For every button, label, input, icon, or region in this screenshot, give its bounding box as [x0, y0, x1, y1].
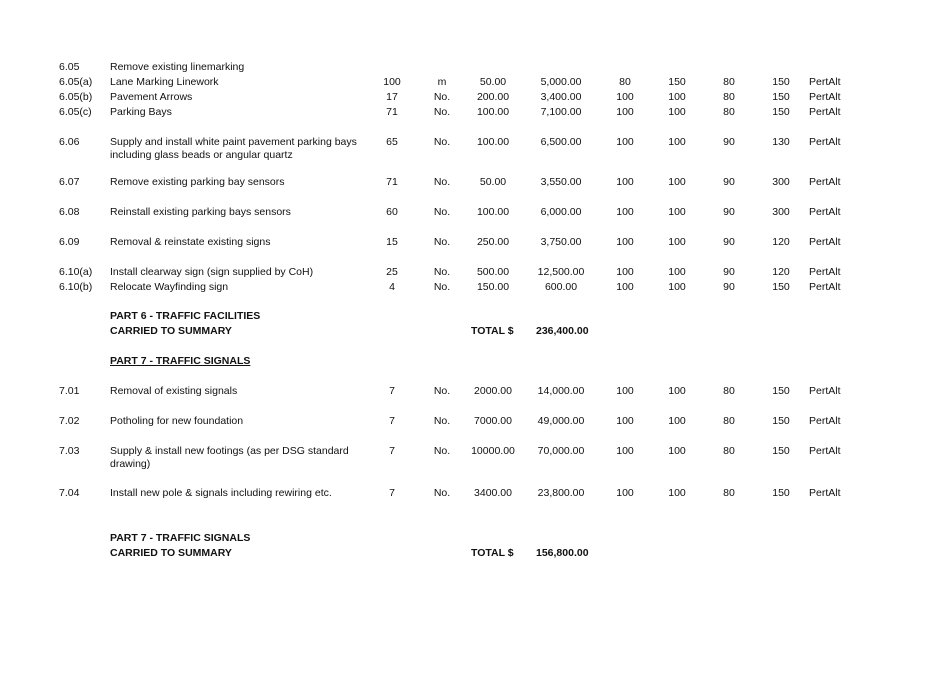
item-col-2: 100: [668, 385, 686, 397]
item-amount: 7,100.00: [540, 106, 582, 118]
part7-total-label: TOTAL $: [471, 547, 514, 559]
item-unit: No.: [433, 206, 451, 218]
item-code: 6.05(a): [59, 76, 93, 88]
item-quantity: 7: [389, 445, 395, 457]
item-rate: 3400.00: [474, 487, 512, 499]
item-col-4: 150: [772, 106, 790, 118]
part7-total-row: [0, 547, 951, 561]
part6-summary-title: PART 6 - TRAFFIC FACILITIES: [110, 310, 261, 322]
item-col-4: 300: [772, 206, 790, 218]
item-code: 6.08: [59, 206, 80, 218]
item-unit: No.: [433, 415, 451, 427]
item-col-3: 90: [723, 281, 735, 293]
item-rate: 10000.00: [471, 445, 515, 457]
item-amount: 70,000.00: [537, 445, 585, 457]
item-col-3: 80: [723, 487, 735, 499]
part6-summary-title-row: [0, 310, 951, 324]
item-quantity: 15: [386, 236, 398, 248]
table-row: [0, 281, 951, 295]
item-rate: 100.00: [476, 106, 510, 118]
item-code: 6.10(a): [59, 266, 93, 278]
item-col-4: 150: [772, 415, 790, 427]
part7-carried-label: CARRIED TO SUMMARY: [110, 547, 232, 559]
item-col-4: 150: [772, 385, 790, 397]
item-col-1: 80: [619, 76, 631, 88]
item-amount: 14,000.00: [537, 385, 585, 397]
item-quantity: 7: [389, 415, 395, 427]
item-col-1: 100: [616, 487, 634, 499]
item-description: Remove existing parking bay sensors: [110, 176, 285, 188]
item-col-5: PertAlt: [809, 206, 841, 218]
item-rate: 200.00: [476, 91, 510, 103]
item-col-2: 100: [668, 445, 686, 457]
item-col-2: 100: [668, 415, 686, 427]
item-rate: 100.00: [476, 206, 510, 218]
item-col-1: 100: [616, 176, 634, 188]
item-col-2: 100: [668, 206, 686, 218]
item-description: Remove existing linemarking: [110, 61, 245, 73]
item-col-3: 80: [723, 76, 735, 88]
item-col-1: 100: [616, 236, 634, 248]
item-col-3: 90: [723, 206, 735, 218]
item-unit: No.: [433, 266, 451, 278]
item-col-4: 150: [772, 445, 790, 457]
item-code: 6.06: [59, 136, 80, 148]
item-description: Install clearway sign (sign supplied by CoH): [110, 266, 314, 278]
item-amount: 3,750.00: [540, 236, 582, 248]
item-col-3: 80: [723, 385, 735, 397]
item-col-2: 100: [668, 106, 686, 118]
item-col-3: 80: [723, 91, 735, 103]
table-row: [0, 415, 951, 429]
item-description: Pavement Arrows: [110, 91, 193, 103]
item-code: 6.05(b): [59, 91, 93, 103]
item-unit: No.: [433, 487, 451, 499]
item-rate: 150.00: [476, 281, 510, 293]
item-unit: No.: [433, 236, 451, 248]
item-col-5: PertAlt: [809, 445, 841, 457]
item-quantity: 71: [386, 176, 398, 188]
item-code: 7.02: [59, 415, 80, 427]
table-row: [0, 385, 951, 399]
part7-heading-row: [0, 355, 951, 369]
item-rate: 7000.00: [474, 415, 512, 427]
item-col-2: 100: [668, 176, 686, 188]
item-code: 6.10(b): [59, 281, 93, 293]
item-rate: 250.00: [476, 236, 510, 248]
item-description: Potholing for new foundation: [110, 415, 244, 427]
part6-total-value: 236,400.00: [536, 325, 589, 337]
table-row: [0, 91, 951, 105]
item-col-4: 120: [772, 266, 790, 278]
item-amount: 23,800.00: [537, 487, 585, 499]
item-unit: No.: [433, 176, 451, 188]
table-row: [0, 61, 951, 75]
item-col-5: PertAlt: [809, 176, 841, 188]
item-col-5: PertAlt: [809, 385, 841, 397]
item-amount: 12,500.00: [537, 266, 585, 278]
table-row: [0, 76, 951, 90]
item-unit: No.: [433, 106, 451, 118]
item-description: Supply & install new footings (as per DSG standard drawing): [110, 445, 349, 470]
item-col-1: 100: [616, 106, 634, 118]
item-description: Parking Bays: [110, 106, 172, 118]
item-col-5: PertAlt: [809, 91, 841, 103]
item-col-4: 150: [772, 487, 790, 499]
item-rate: 50.00: [479, 76, 507, 88]
item-col-2: 100: [668, 281, 686, 293]
item-quantity: 25: [386, 266, 398, 278]
item-rate: 50.00: [479, 176, 507, 188]
item-rate: 100.00: [476, 136, 510, 148]
item-code: 7.03: [59, 445, 80, 457]
item-code: 7.04: [59, 487, 80, 499]
item-col-1: 100: [616, 206, 634, 218]
item-col-3: 90: [723, 176, 735, 188]
table-row: [0, 236, 951, 250]
item-unit: No.: [433, 385, 451, 397]
item-col-2: 100: [668, 91, 686, 103]
item-col-3: 90: [723, 136, 735, 148]
item-col-3: 80: [723, 106, 735, 118]
item-col-1: 100: [616, 385, 634, 397]
table-row: [0, 176, 951, 190]
item-code: 7.01: [59, 385, 80, 397]
item-code: 6.05(c): [59, 106, 92, 118]
part7-summary-title-row: [0, 532, 951, 546]
item-col-5: PertAlt: [809, 266, 841, 278]
item-col-4: 130: [772, 136, 790, 148]
item-description: Removal & reinstate existing signs: [110, 236, 271, 248]
item-col-5: PertAlt: [809, 487, 841, 499]
item-code: 6.09: [59, 236, 80, 248]
item-col-3: 80: [723, 445, 735, 457]
item-amount: 6,500.00: [540, 136, 582, 148]
part7-heading: PART 7 - TRAFFIC SIGNALS: [110, 355, 251, 367]
item-rate: 2000.00: [474, 385, 512, 397]
item-amount: 6,000.00: [540, 206, 582, 218]
item-unit: No.: [433, 281, 451, 293]
item-col-4: 150: [772, 281, 790, 293]
item-col-1: 100: [616, 266, 634, 278]
item-unit: No.: [433, 445, 451, 457]
item-description: Removal of existing signals: [110, 385, 238, 397]
item-amount: 3,550.00: [540, 176, 582, 188]
part6-carried-label: CARRIED TO SUMMARY: [110, 325, 232, 337]
item-description: Install new pole & signals including rewiring etc.: [110, 487, 332, 499]
item-quantity: 4: [389, 281, 395, 293]
item-unit: No.: [433, 136, 451, 148]
item-description: Relocate Wayfinding sign: [110, 281, 229, 293]
item-col-4: 150: [772, 91, 790, 103]
item-col-2: 100: [668, 266, 686, 278]
table-row: [0, 206, 951, 220]
item-col-4: 150: [772, 76, 790, 88]
item-col-3: 90: [723, 266, 735, 278]
table-row: [0, 487, 951, 501]
item-rate: 500.00: [476, 266, 510, 278]
item-col-4: 300: [772, 176, 790, 188]
item-col-5: PertAlt: [809, 281, 841, 293]
item-quantity: 71: [386, 106, 398, 118]
item-code: 6.05: [59, 61, 80, 73]
table-row: [0, 445, 951, 473]
item-col-2: 150: [668, 76, 686, 88]
item-unit: No.: [433, 91, 451, 103]
item-unit: m: [437, 76, 447, 88]
part6-total-label: TOTAL $: [471, 325, 514, 337]
item-quantity: 17: [386, 91, 398, 103]
table-row: [0, 266, 951, 280]
item-col-5: PertAlt: [809, 76, 841, 88]
part7-summary-title: PART 7 - TRAFFIC SIGNALS: [110, 532, 251, 544]
table-row: [0, 136, 951, 164]
item-col-1: 100: [616, 445, 634, 457]
item-col-2: 100: [668, 136, 686, 148]
item-quantity: 7: [389, 487, 395, 499]
item-quantity: 60: [386, 206, 398, 218]
item-col-3: 80: [723, 415, 735, 427]
item-col-5: PertAlt: [809, 236, 841, 248]
item-col-5: PertAlt: [809, 415, 841, 427]
item-col-1: 100: [616, 281, 634, 293]
item-code: 6.07: [59, 176, 80, 188]
item-col-2: 100: [668, 487, 686, 499]
item-col-4: 120: [772, 236, 790, 248]
item-amount: 5,000.00: [540, 76, 582, 88]
item-col-2: 100: [668, 236, 686, 248]
item-description: Lane Marking Linework: [110, 76, 219, 88]
item-col-1: 100: [616, 91, 634, 103]
item-quantity: 100: [383, 76, 401, 88]
part6-total-row: [0, 325, 951, 339]
item-col-1: 100: [616, 415, 634, 427]
item-description: Reinstall existing parking bays sensors: [110, 206, 291, 218]
item-amount: 49,000.00: [537, 415, 585, 427]
item-col-5: PertAlt: [809, 136, 841, 148]
table-row: [0, 106, 951, 120]
part7-total-value: 156,800.00: [536, 547, 589, 559]
item-col-3: 90: [723, 236, 735, 248]
item-col-1: 100: [616, 136, 634, 148]
item-amount: 3,400.00: [540, 91, 582, 103]
item-col-5: PertAlt: [809, 106, 841, 118]
item-quantity: 65: [386, 136, 398, 148]
item-quantity: 7: [389, 385, 395, 397]
item-amount: 600.00: [544, 281, 578, 293]
item-description: Supply and install white paint pavement parking bays including glass beads or angular quartz: [110, 136, 357, 161]
